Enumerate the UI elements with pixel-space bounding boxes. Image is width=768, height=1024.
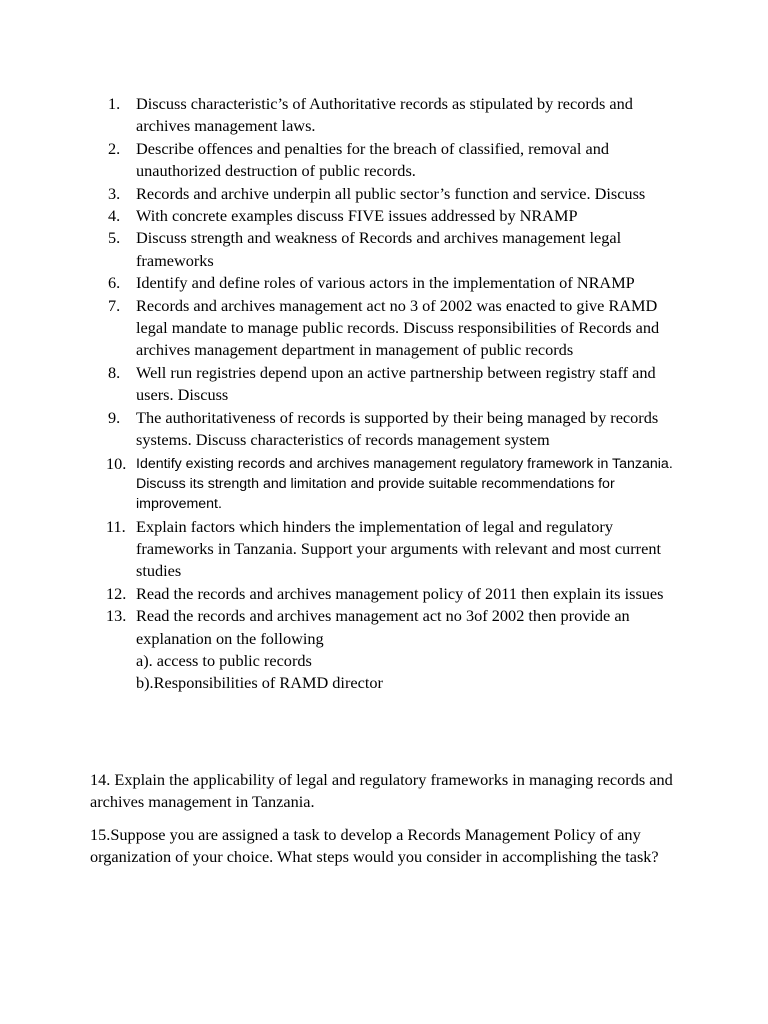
question-item <box>108 605 688 695</box>
question-item <box>108 583 688 605</box>
question-number: 1. <box>108 94 121 113</box>
question-text: Read the records and archives management policy of 2011 then explain its issues <box>136 583 664 603</box>
question-number: 9. <box>108 407 121 427</box>
question-text: Explain factors which hinders the implementation of legal and regulatory frameworks in Tanzania. Support your arguments with relevant and most current studies <box>136 516 661 581</box>
question-item <box>108 205 688 227</box>
question-item <box>108 272 688 294</box>
question-item <box>108 407 688 452</box>
question-item <box>108 183 688 205</box>
question-15: 15.Suppose you are assigned a task to develop a Records Management Policy of any organization of your choice. What steps would you consider in accomplishing the task? <box>90 825 659 867</box>
question-item <box>108 295 688 362</box>
question-text: Well run registries depend upon an active partnership between registry staff and users. Discuss <box>136 362 656 405</box>
question-number: 10. <box>106 453 127 473</box>
question-item <box>108 227 688 272</box>
question-item <box>108 362 688 407</box>
question-text: Describe offences and penalties for the breach of classified, removal and unauthorized destruction of public records. <box>136 138 610 181</box>
question-number: 6. <box>108 273 121 293</box>
question-item <box>108 516 688 583</box>
question-text: Discuss strength and weakness of Records and archives management legal frameworks <box>136 228 622 270</box>
question-number: 13. <box>106 606 127 626</box>
question-number: 5. <box>108 228 121 248</box>
question-number: 3. <box>108 183 121 203</box>
question-14: 14. Explain the applicability of legal and regulatory frameworks in managing records and archives management in Tanzania. <box>90 770 673 812</box>
sub-question-b: b).Responsibilities of RAMD director <box>136 673 383 693</box>
question-text: Records and archive underpin all public sector’s function and service. Discuss <box>136 183 646 203</box>
question-text: Read the records and archives management act no 3of 2002 then provide an explanation on the following <box>136 606 630 648</box>
question-item <box>108 138 688 183</box>
question-number: 2. <box>108 138 121 158</box>
question-item <box>108 93 688 138</box>
question-text: Identify and define roles of various actors in the implementation of NRAMP <box>136 273 635 293</box>
question-text: Records and archives management act no 3 of 2002 was enacted to give RAMD legal mandate to manage public records. Discuss responsibilities of Records and archives management department in management of public records <box>136 295 660 360</box>
question-number: 8. <box>108 362 121 382</box>
question-list <box>108 93 688 695</box>
question-number: 12. <box>106 583 127 603</box>
question-item <box>108 452 688 516</box>
question-number: 11. <box>106 516 126 536</box>
sub-question-a: a). access to public records <box>136 650 312 670</box>
question-number: 4. <box>108 206 121 226</box>
question-text: Discuss characteristic’s of Authoritative records as stipulated by records and archives management laws. <box>136 94 633 136</box>
question-text: The authoritativeness of records is supported by their being managed by records systems. Discuss characteristics of records management system <box>136 407 659 450</box>
question-number: 7. <box>108 295 121 315</box>
question-text: Identify existing records and archives management regulatory framework in Tanzania. Discuss its strength and limitation and provide suitable recommendations for improvement. <box>136 455 673 512</box>
question-text: With concrete examples discuss FIVE issues addressed by NRAMP <box>136 206 578 226</box>
